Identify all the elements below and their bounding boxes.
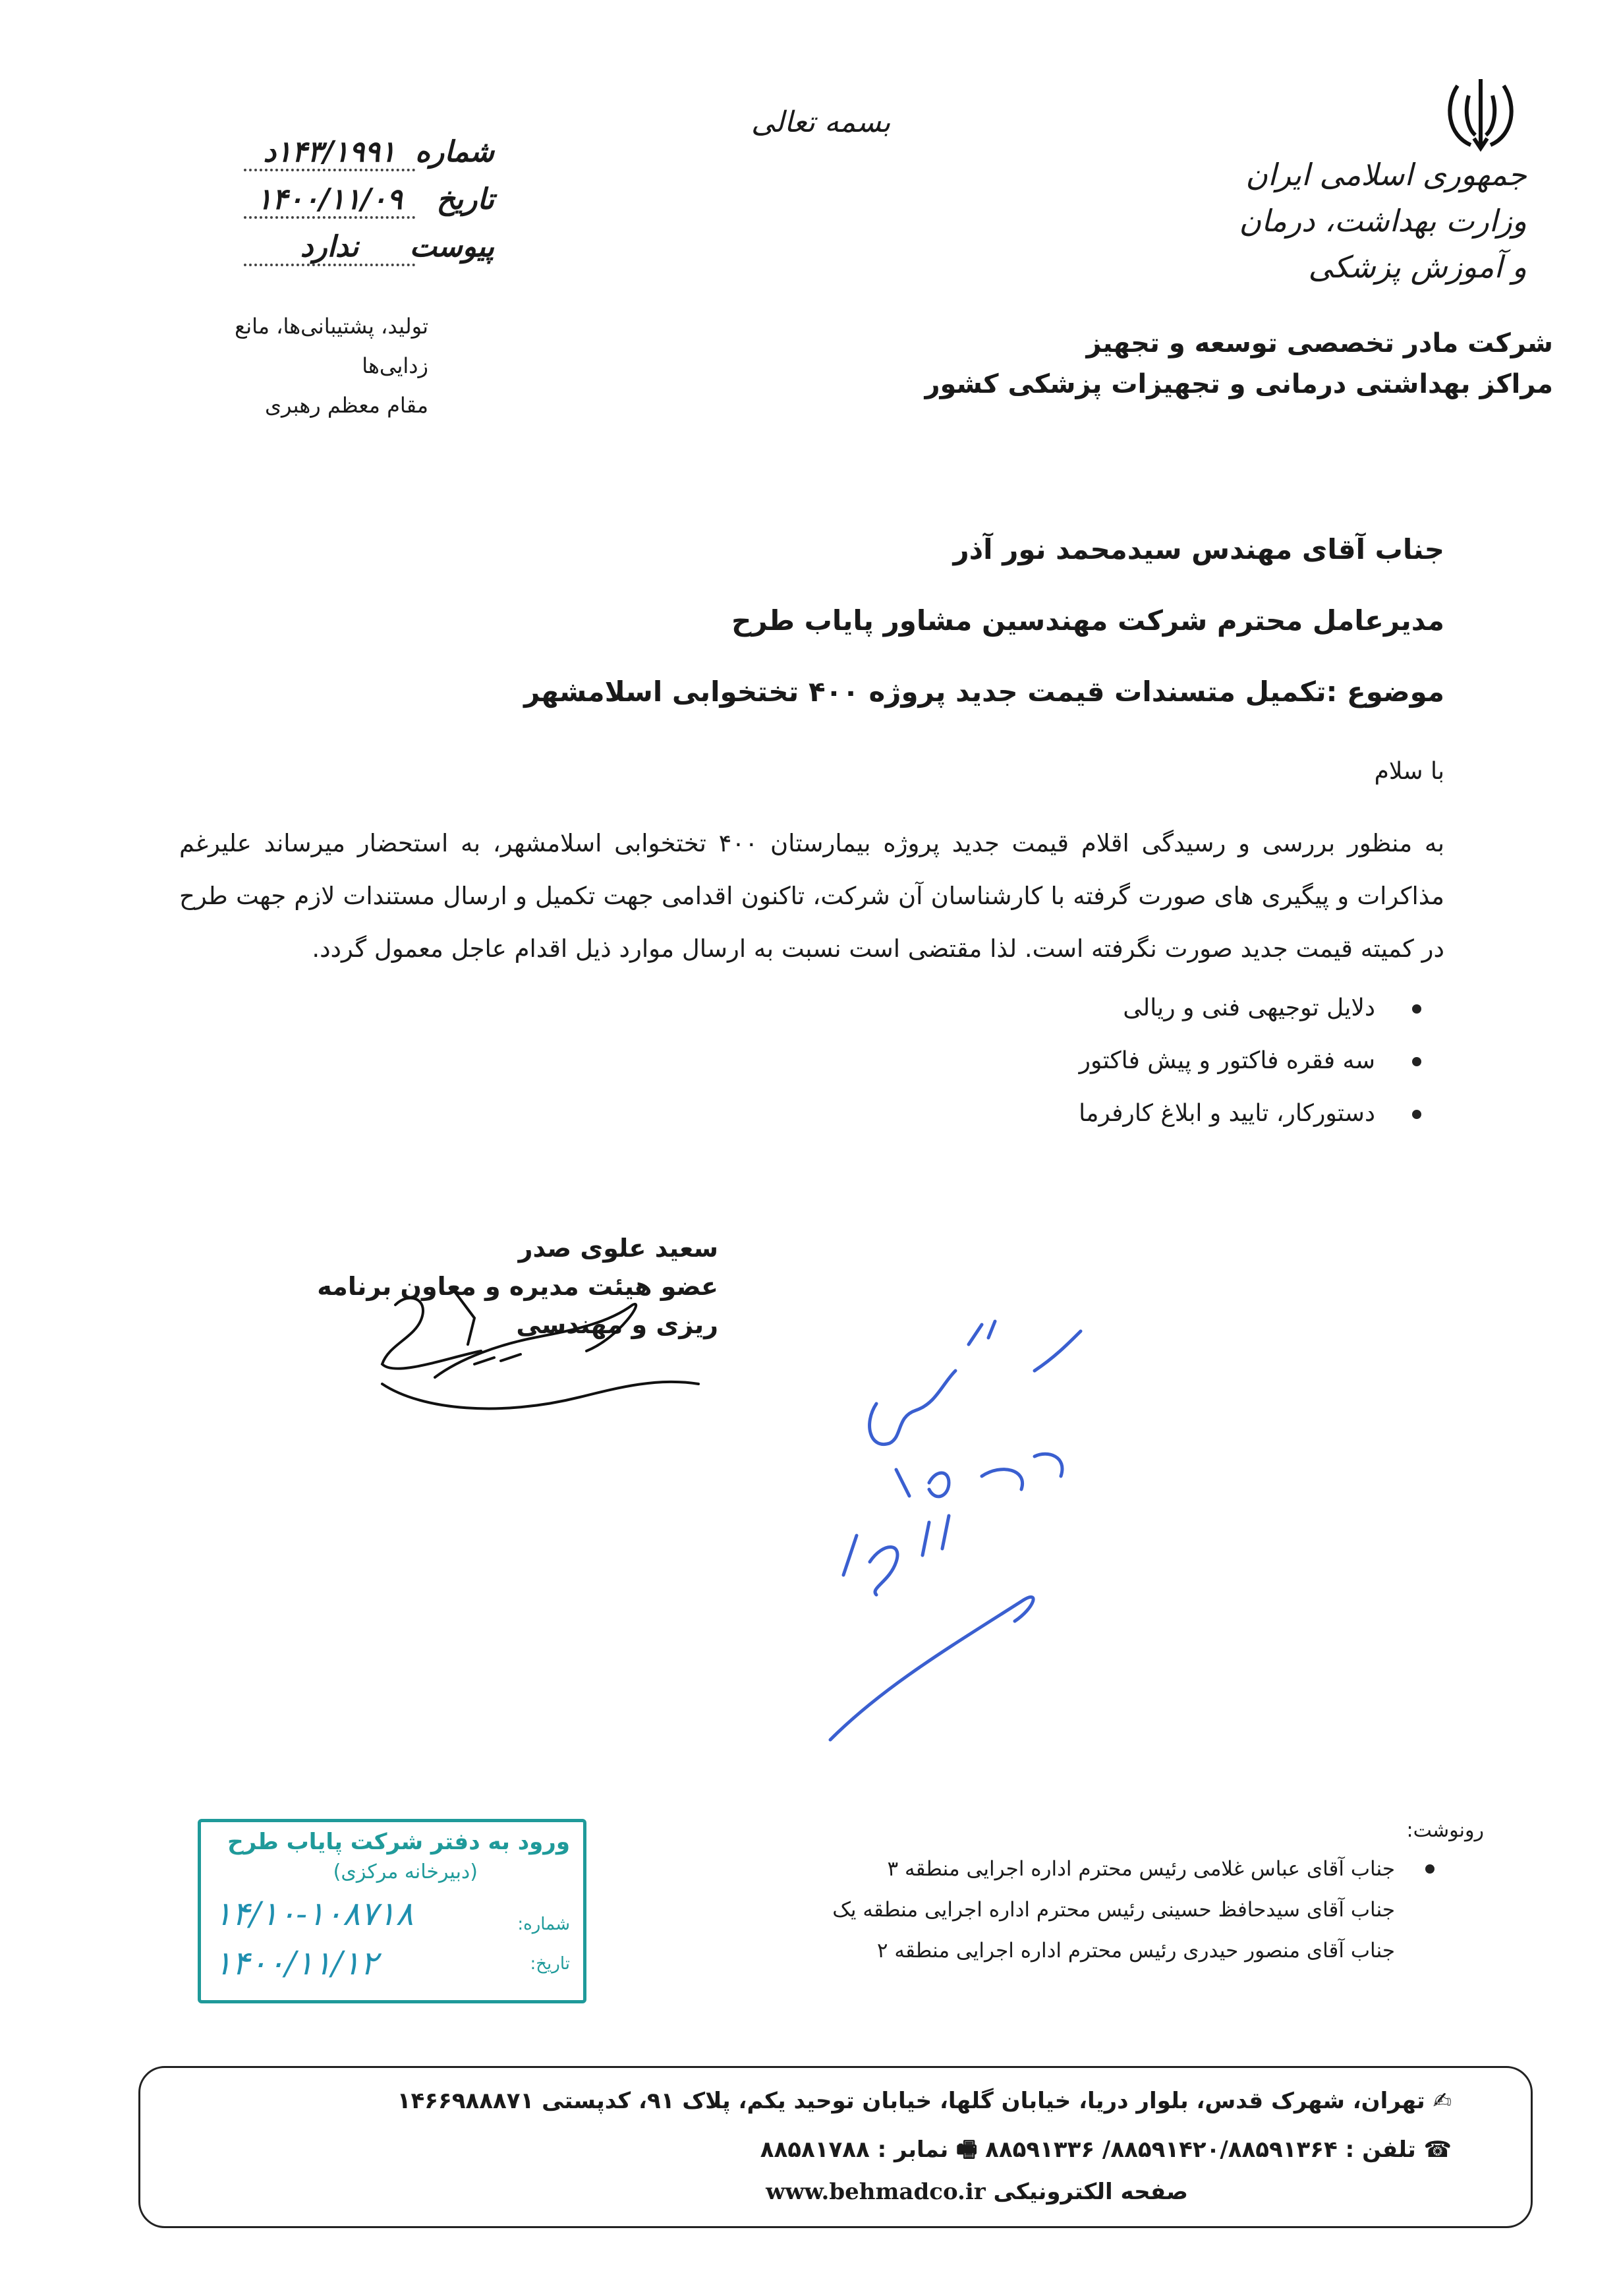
company-line-1: شرکت مادر تخصصی توسعه و تجهیز bbox=[1086, 328, 1553, 359]
slogan-text: تولید، پشتیبانی‌ها، مانع زدایی‌ها bbox=[235, 314, 428, 378]
letter-date-row bbox=[204, 183, 494, 230]
list-item bbox=[762, 1087, 1421, 1140]
footer-contacts bbox=[760, 2134, 1452, 2171]
cc-recipient: جناب آقای منصور حیدری رئیس محترم اداره اجرایی منطقه ۲ bbox=[876, 1939, 1395, 1963]
stamp-date-label: تاریخ: bbox=[530, 1954, 570, 1974]
ministry-line-2: وزارت بهداشت، درمان و آموزش پزشکی bbox=[1239, 203, 1527, 285]
phone-icon: ☎ bbox=[1415, 2137, 1452, 2163]
fax-number: ۸۸۵۸۱۷۸۸ bbox=[760, 2137, 870, 2163]
number-label: شماره bbox=[414, 135, 494, 169]
footer-address bbox=[397, 2088, 1452, 2114]
address-text: تهران، شهرک قدس، بلوار دریا، خیابان گلها، خیابان توحید یکم، پلاک ۹۱، کدپستی ۱۴۶۶۹۸۸۸۷۱ bbox=[397, 2088, 1425, 2114]
footer-box bbox=[138, 2066, 1533, 2228]
pen-icon: ✍ bbox=[1425, 2088, 1452, 2114]
stamp-number-label: شماره: bbox=[517, 1914, 570, 1934]
stamp-title: ورود به دفتر شرکت پایاب طرح bbox=[227, 1829, 570, 1855]
ministry-line-1: جمهوری اسلامی ایران bbox=[1245, 157, 1527, 192]
web-label: صفحه الکترونیکی bbox=[993, 2179, 1188, 2205]
company-name bbox=[924, 323, 1553, 405]
slogan-source: مقام معظم رهبری bbox=[264, 393, 428, 418]
list-item bbox=[762, 982, 1421, 1035]
bullet-icon bbox=[1412, 1057, 1421, 1066]
stamp-number-value: ۱۴/۱۰-۱۰۸۷۱۸ bbox=[214, 1895, 414, 1933]
list-item-text: سه فقره فاکتور و پیش فاکتور bbox=[1079, 1047, 1375, 1074]
cc-list bbox=[736, 1849, 1395, 1971]
basmala: بسمه تعالی bbox=[751, 105, 891, 139]
letter-meta bbox=[204, 135, 494, 277]
addressee-title: مدیرعامل محترم شرکت مهندسین مشاور پایاب طرح bbox=[731, 604, 1444, 637]
date-label: تاریخ bbox=[436, 183, 494, 216]
list-item-text: دلایل توجیهی فنی و ریالی bbox=[1123, 994, 1375, 1021]
list-item bbox=[736, 1930, 1395, 1971]
signer-name: سعید علوی صدر bbox=[518, 1234, 718, 1263]
number-value: ۱۴۳/۱۹۹۱د bbox=[244, 135, 415, 171]
ministry-name bbox=[1237, 152, 1527, 290]
phone-numbers: ۸۸۵۹۱۴۲۰/۸۸۵۹۱۳۶۴/ ۸۸۵۹۱۳۳۶ bbox=[985, 2137, 1338, 2163]
addressee-block bbox=[192, 514, 1444, 728]
iran-emblem-icon bbox=[1434, 72, 1527, 158]
signer-title: عضو هیئت مدیره و معاون برنامه ریزی و مهندسی bbox=[317, 1272, 718, 1339]
handwritten-signature bbox=[369, 1278, 712, 1423]
addressee-name: جناب آقای مهندس سیدمحمد نور آذر bbox=[953, 533, 1444, 565]
website-link[interactable]: www.behmadco.ir bbox=[766, 2179, 986, 2205]
greeting: با سلام bbox=[1374, 758, 1444, 785]
cc-recipient: جناب آقای عباس غلامی رئیس محترم اداره اجرایی منطقه ۳ bbox=[887, 1857, 1395, 1881]
cc-recipient: جناب آقای سیدحافظ حسینی رئیس محترم اداره اجرایی منطقه یک bbox=[832, 1898, 1395, 1922]
date-value: ۱۴۰۰/۱۱/۰۹ bbox=[244, 183, 415, 219]
bullet-icon bbox=[1412, 1004, 1421, 1014]
stamp-date-value: ۱۴۰۰/۱۱/۱۲ bbox=[214, 1944, 378, 1982]
list-item bbox=[736, 1849, 1395, 1889]
handwritten-note bbox=[817, 1308, 1107, 1746]
footer-web bbox=[766, 2179, 1188, 2205]
phone-label: تلفن : bbox=[1345, 2137, 1416, 2163]
fax-icon: 🖷 bbox=[948, 2137, 978, 2163]
letter-attachment-row bbox=[204, 230, 494, 277]
list-item bbox=[762, 1035, 1421, 1087]
attachment-label: پیوست bbox=[409, 230, 494, 264]
slogan bbox=[191, 306, 428, 425]
cc-label: رونوشت: bbox=[1406, 1819, 1484, 1842]
received-stamp bbox=[198, 1819, 586, 2003]
bullet-icon bbox=[1425, 1864, 1434, 1874]
request-list bbox=[762, 982, 1421, 1140]
letter-number-row bbox=[204, 135, 494, 183]
handwritten-note-text: بررسی۱۲/۱۱/۰۰ bbox=[817, 1308, 890, 1321]
fax-label: نمابر : bbox=[877, 2137, 949, 2163]
list-item bbox=[736, 1889, 1395, 1930]
attachment-value: ندارد bbox=[244, 230, 415, 266]
letter-subject: موضوع :تکمیل متسندات قیمت جدید پروژه ۴۰۰ تختخوابی اسلامشهر bbox=[524, 675, 1444, 708]
list-item-text: دستورکار، تایید و ابلاغ کارفرما bbox=[1079, 1100, 1375, 1127]
stamp-subtitle: (دبیرخانه مرکزی) bbox=[333, 1860, 478, 1883]
company-line-2: مراکز بهداشتی درمانی و تجهیزات پزشکی کشور bbox=[924, 369, 1553, 399]
body-paragraph: به منظور بررسی و رسیدگی اقلام قیمت جدید پروژه بیمارستان ۴۰۰ تختخوابی اسلامشهر، به استحضار میرساند علیرغم مذاکرات و پیگیری های صورت گرفته با کارشناسان آن شرکت، تاکنون اقدامی جهت تکمیل و ارسال مستندات لازم جهت طرح در کمیته قیمت جدید صورت نگرفته است. لذا مقتضی است نسبت به ارسال موارد ذیل اقدام عاجل معمول گردد. bbox=[179, 829, 1444, 963]
bullet-icon bbox=[1412, 1110, 1421, 1119]
